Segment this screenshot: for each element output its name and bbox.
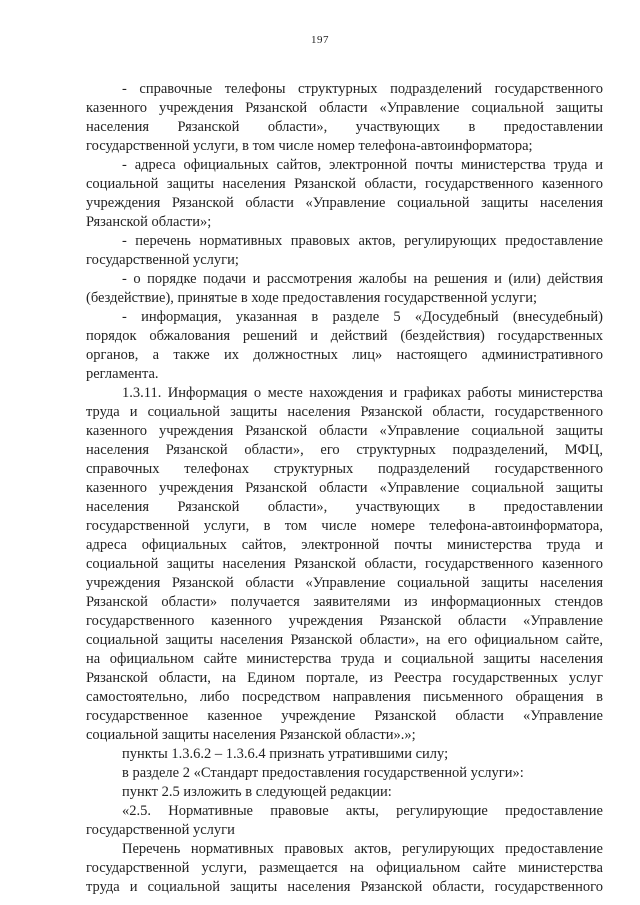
text-line: казенного учреждения Рязанской области «Управление социальной защиты <box>86 423 603 439</box>
text-line: пункты 1.3.6.2 – 1.3.6.4 признать утратившими силу; <box>122 746 449 762</box>
text-line: адреса официальных сайтов, электронной почты министерства труда и <box>86 537 603 553</box>
text-line: социальной защиты населения Рязанской области», на его официальном сайте, <box>86 632 603 648</box>
text-line: социальной защиты населения Рязанской области, государственного казенного <box>86 556 603 572</box>
text-line: социальной защиты населения Рязанской области».»; <box>86 727 416 743</box>
text-line: казенного учреждения Рязанской области «Управление социальной защиты <box>86 100 603 116</box>
text-line: в разделе 2 «Стандарт предоставления государственной услуги»: <box>122 765 524 781</box>
text-line: на официальном сайте министерства труда и социальной защиты населения <box>86 651 603 667</box>
text-line: органов, а также их должностных лиц» настоящего административного <box>86 347 603 363</box>
text-line: - информация, указанная в разделе 5 «Досудебный (внесудебный) <box>122 309 603 325</box>
document-body <box>86 80 603 897</box>
text-line: учреждения Рязанской области «Управление социальной защиты населения <box>86 195 603 211</box>
text-line: учреждения Рязанской области «Управление социальной защиты населения <box>86 575 603 591</box>
text-line: государственной услуги, в том числе номер телефона-автоинформатора; <box>86 138 533 154</box>
text-line: - перечень нормативных правовых актов, регулирующих предоставление <box>122 233 603 249</box>
text-line: порядок обжалования решений и действий (бездействия) государственных <box>86 328 603 344</box>
text-line: самостоятельно, либо посредством направления письменного обращения в <box>86 689 603 705</box>
text-line: - адреса официальных сайтов, электронной почты министерства труда и <box>122 157 603 173</box>
text-line: государственной услуги; <box>86 252 239 268</box>
text-line: регламента. <box>86 366 159 382</box>
text-line: труда и социальной защиты населения Рязанской области, государственного <box>86 404 603 420</box>
text-line: государственной услуги, размещается на официальном сайте министерства <box>86 860 603 876</box>
text-line: - о порядке подачи и рассмотрения жалобы на решения и (или) действия <box>122 271 603 287</box>
text-line: Перечень нормативных правовых актов, регулирующих предоставление <box>122 841 603 857</box>
text-line: Рязанской области, на Едином портале, из Реестра государственных услуг <box>86 670 603 686</box>
text-line: (бездействие), принятые в ходе предоставления государственной услуги; <box>86 290 537 306</box>
text-line: государственной услуги, в том числе номере телефона-автоинформатора, <box>86 518 603 534</box>
text-line: государственной услуги <box>86 822 235 838</box>
text-line: Рязанской области»; <box>86 214 212 230</box>
text-line: «2.5. Нормативные правовые акты, регулирующие предоставление <box>122 803 603 819</box>
text-line: - справочные телефоны структурных подразделений государственного <box>122 81 603 97</box>
text-line: труда и социальной защиты населения Рязанской области, государственного <box>86 879 603 895</box>
text-line: населения Рязанской области», участвующих в предоставлении <box>86 119 603 135</box>
text-line: пункт 2.5 изложить в следующей редакции: <box>122 784 392 800</box>
text-line: населения Рязанской области», участвующих в предоставлении <box>86 499 603 515</box>
text-line: 1.3.11. Информация о месте нахождения и графиках работы министерства <box>122 385 603 401</box>
text-line: казенного учреждения Рязанской области «Управление социальной защиты <box>86 480 603 496</box>
text-line: социальной защиты населения Рязанской области, государственного казенного <box>86 176 603 192</box>
text-line: населения Рязанской области», его структурных подразделений, МФЦ, <box>86 442 603 458</box>
text-line: государственного казенного учреждения Рязанской области «Управление <box>86 613 603 629</box>
text-line: Рязанской области» получается заявителями из информационных стендов <box>86 594 603 610</box>
page-number: 197 <box>311 34 329 46</box>
text-line: государственное казенное учреждение Рязанской области «Управление <box>86 708 603 724</box>
text-line: справочных телефонах структурных подразделений государственного <box>86 461 603 477</box>
